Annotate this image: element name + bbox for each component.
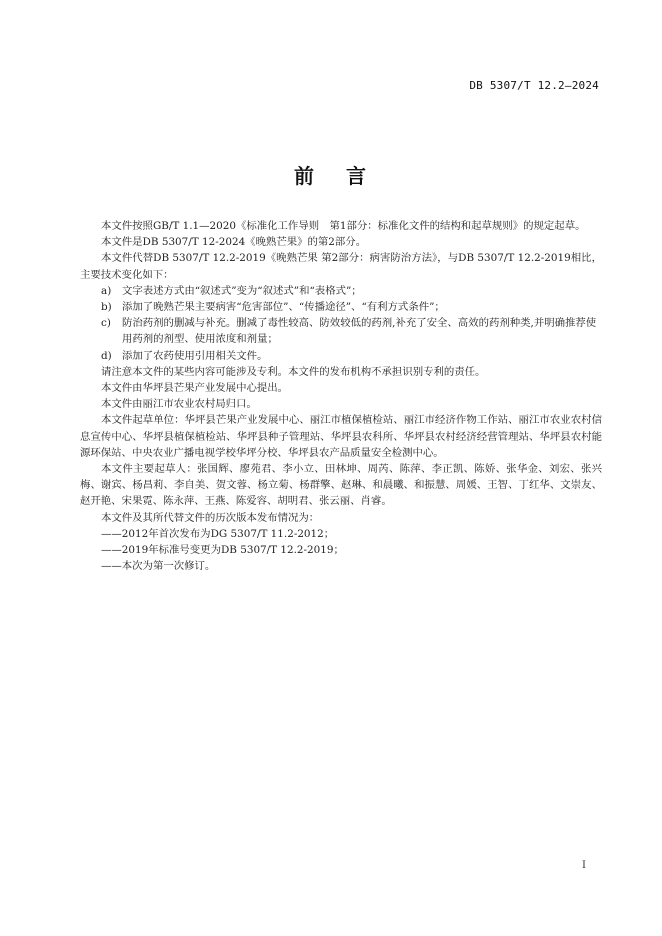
paragraph-drafting-rule: 本文件按照GB/T 1.1—2020《标准化工作导则 第1部分：标准化文件的结构和起草规则》的规定起草。 <box>101 220 586 232</box>
title-char-1: 前 <box>294 164 316 188</box>
change-item-text: 添加了晚熟芒果主要病害“危害部位”、“传播途径”、“有利方式条件”； <box>122 301 445 314</box>
change-item-text: 防治药剂的删减与补充。删减了毒性较高、防效较低的药剂,补充了安全、高效的药剂种类,并明确推荐使用药剂的剂型、使用浓度和剂量； <box>122 317 597 346</box>
change-item-label: b) <box>101 301 112 314</box>
paragraph-history-intro: 本文件及其所代替文件的历次版本发布情况为： <box>101 511 320 524</box>
change-item-label: a) <box>101 284 112 297</box>
change-item <box>80 283 602 299</box>
history-item: ——2012年首次发布为DG 5307/T 11.2-2012； <box>101 527 335 540</box>
foreword-body <box>80 218 602 574</box>
paragraph-centralized-by: 本文件由丽江市农业农村局归口。 <box>101 398 257 411</box>
change-item-label: c) <box>101 317 111 330</box>
paragraph-proposer: 本文件由华坪县芒果产业发展中心提出。 <box>101 382 289 395</box>
paragraph-replaces: 本文件代替DB 5307/T 12.2-2019《晚熟芒果 第2部分：病害防治方法》，与DB 5307/T 12.2-2019相比，主要技术变化如下： <box>80 252 602 281</box>
change-item <box>80 299 602 315</box>
history-item: ——2019年标准号变更为DB 5307/T 12.2-2019； <box>101 544 344 557</box>
paragraph-drafters: 本文件主要起草人：张国辉、廖苑君、李小立、田林坤、周芮、陈萍、李正凯、陈娇、张华金、刘宏、张兴梅、谢宾、杨昌莉、李自美、贺文蓉、杨立菊、杨群擎、赵琳、和晨曦、和振慧、周媛、王智、丁红华、文崇友、赵开艳、宋果霓、陈永萍、王燕、陈爱容、胡明君、张云丽、肖睿。 <box>80 463 602 508</box>
paragraph-drafting-units: 本文件起草单位：华坪县芒果产业发展中心、丽江市植保植检站、丽江市经济作物工作站、丽江市农业农村信息宣传中心、华坪县植保植检站、华坪县种子管理站、华坪县农科所、华坪县农村经济经营管理站、华坪县农村能源环保站、中央农业广播电视学校华坪分校、华坪县农产品质量安全检测中心。 <box>80 414 602 459</box>
change-item <box>80 315 602 347</box>
paragraph-part-of: 本文件是DB 5307/T 12-2024《晚熟芒果》的第2部分。 <box>101 236 367 249</box>
title-char-2: 言 <box>346 164 368 188</box>
history-item: ——本次为第一次修订。 <box>101 560 216 573</box>
page-number: I <box>582 860 586 871</box>
change-item-label: d) <box>101 349 112 362</box>
change-item <box>80 348 602 364</box>
document-code: DB 5307/T 12.2—2024 <box>469 79 599 92</box>
change-item-text: 文字表述方式由“叙述式”变为“叙述式”和“表格式”； <box>122 284 362 297</box>
page-title <box>0 160 662 189</box>
paragraph-patent-notice: 请注意本文件的某些内容可能涉及专利。本文件的发布机构不承担识别专利的责任。 <box>101 365 486 378</box>
change-item-text: 添加了农药使用引用相关文件。 <box>122 349 268 362</box>
